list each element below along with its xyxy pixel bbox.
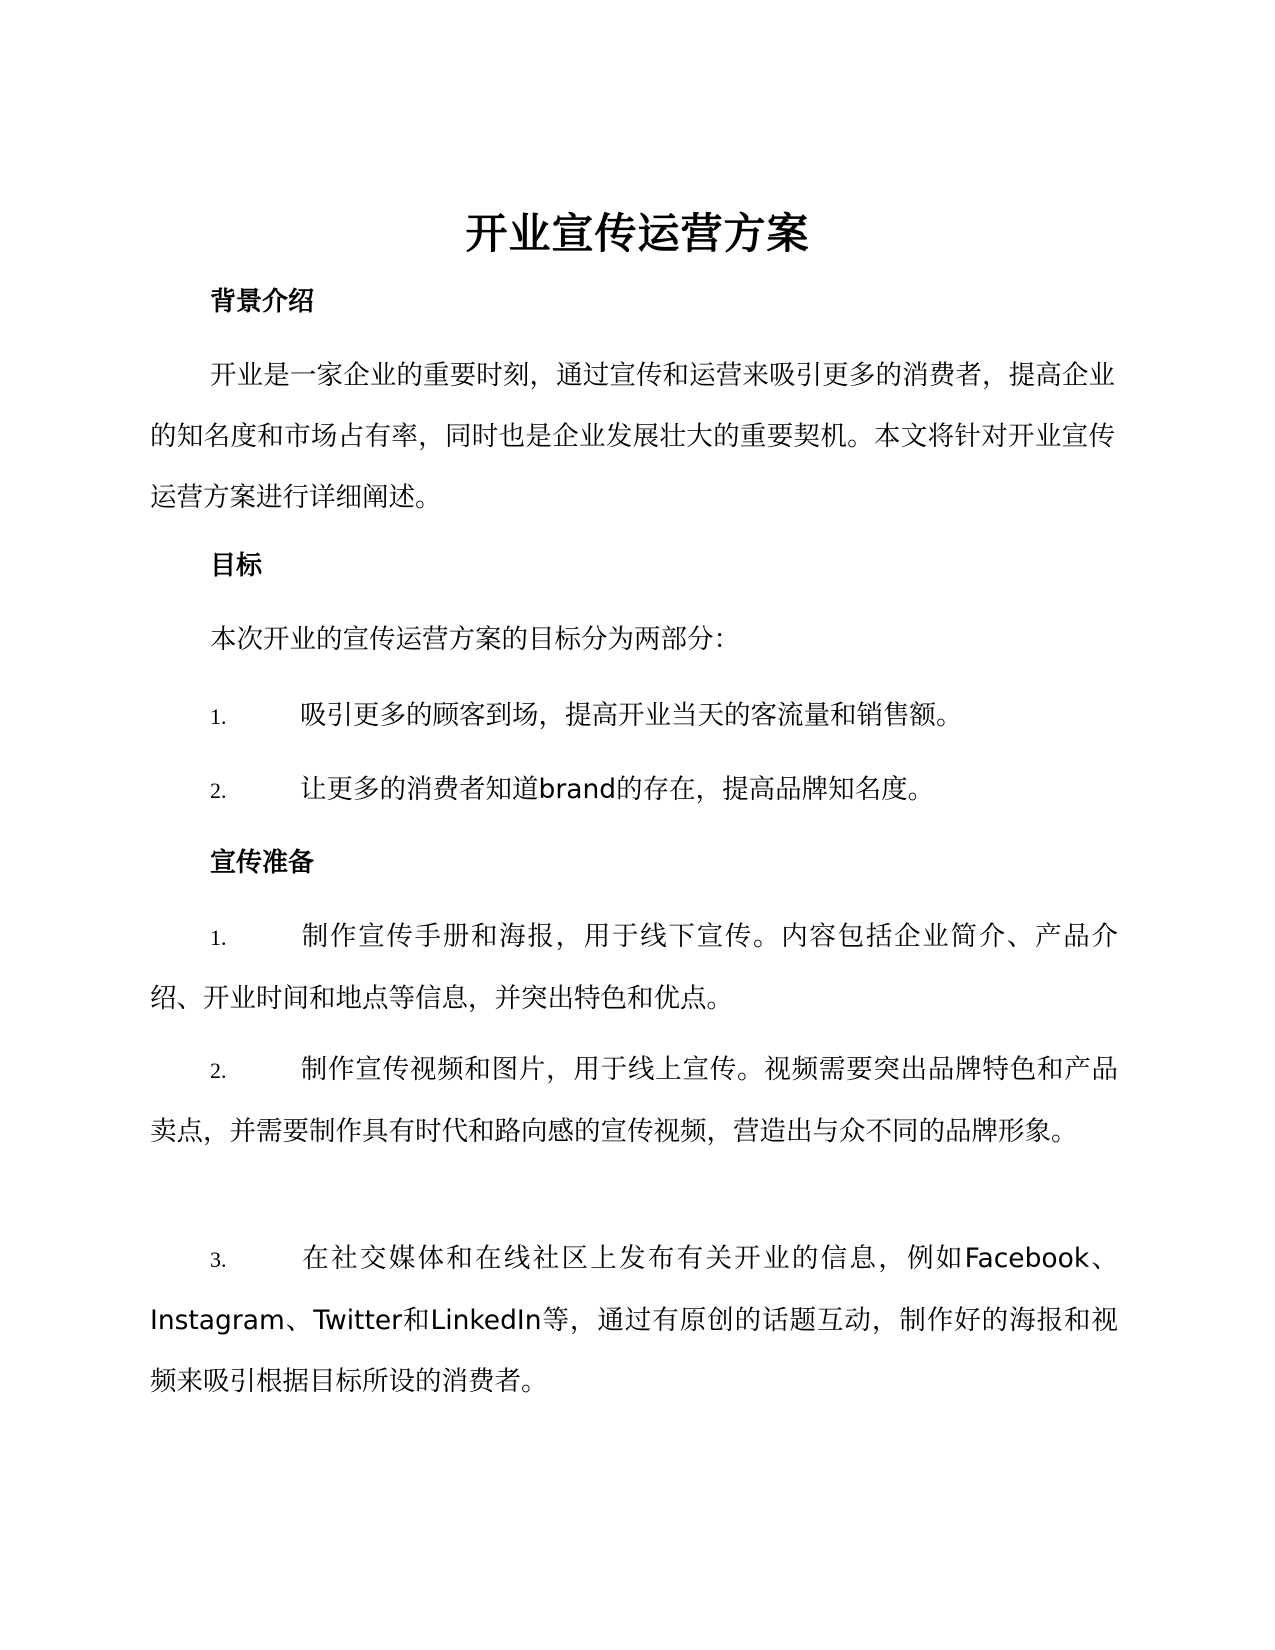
goal-item-text: 吸引更多的顾客到场，提高开业当天的客流量和销售额。 [300, 700, 963, 731]
prep-item-1 [150, 906, 1118, 1029]
goal-item-2 [150, 759, 1118, 821]
goal-item-1 [150, 685, 1118, 747]
list-number: 2. [210, 1058, 227, 1083]
list-number: 3. [210, 1247, 227, 1272]
document-title: 开业宣传运营方案 [465, 209, 810, 258]
goal-item-text: 让更多的消费者知道brand的存在，提高品牌知名度。 [300, 774, 935, 805]
section-heading-background: 背景介绍 [210, 287, 315, 317]
prep-item-text: 制作宣传视频和图片，用于线上宣传。视频需要突出品牌特色和产品卖点，并需要制作具有时代和路向感的宣传视频，营造出与众不同的品牌形象。 [150, 1054, 1118, 1147]
prep-item-text: 在社交媒体和在线社区上发布有关开业的信息，例如Facebook、Instagram、Twitter和LinkedIn等，通过有原创的话题互动，制作好的海报和视频来吸引根据目标所设的消费者。 [150, 1243, 1118, 1397]
list-number: 1. [210, 925, 227, 950]
prep-item-3 [150, 1228, 1118, 1412]
prep-item-text: 制作宣传手册和海报，用于线下宣传。内容包括企业简介、产品介绍、开业时间和地点等信息，并突出特色和优点。 [150, 921, 1118, 1014]
list-number: 1. [210, 704, 227, 729]
section-heading-goals: 目标 [210, 551, 263, 581]
background-paragraph: 开业是一家企业的重要时刻，通过宣传和运营来吸引更多的消费者，提高企业的知名度和市场占有率，同时也是企业发展壮大的重要契机。本文将针对开业宣传运营方案进行详细阐述。 [150, 360, 1115, 513]
list-number: 2. [210, 778, 227, 803]
section-heading-prep: 宣传准备 [210, 848, 315, 878]
prep-item-2 [150, 1039, 1118, 1162]
goals-intro: 本次开业的宣传运营方案的目标分为两部分： [210, 624, 740, 655]
